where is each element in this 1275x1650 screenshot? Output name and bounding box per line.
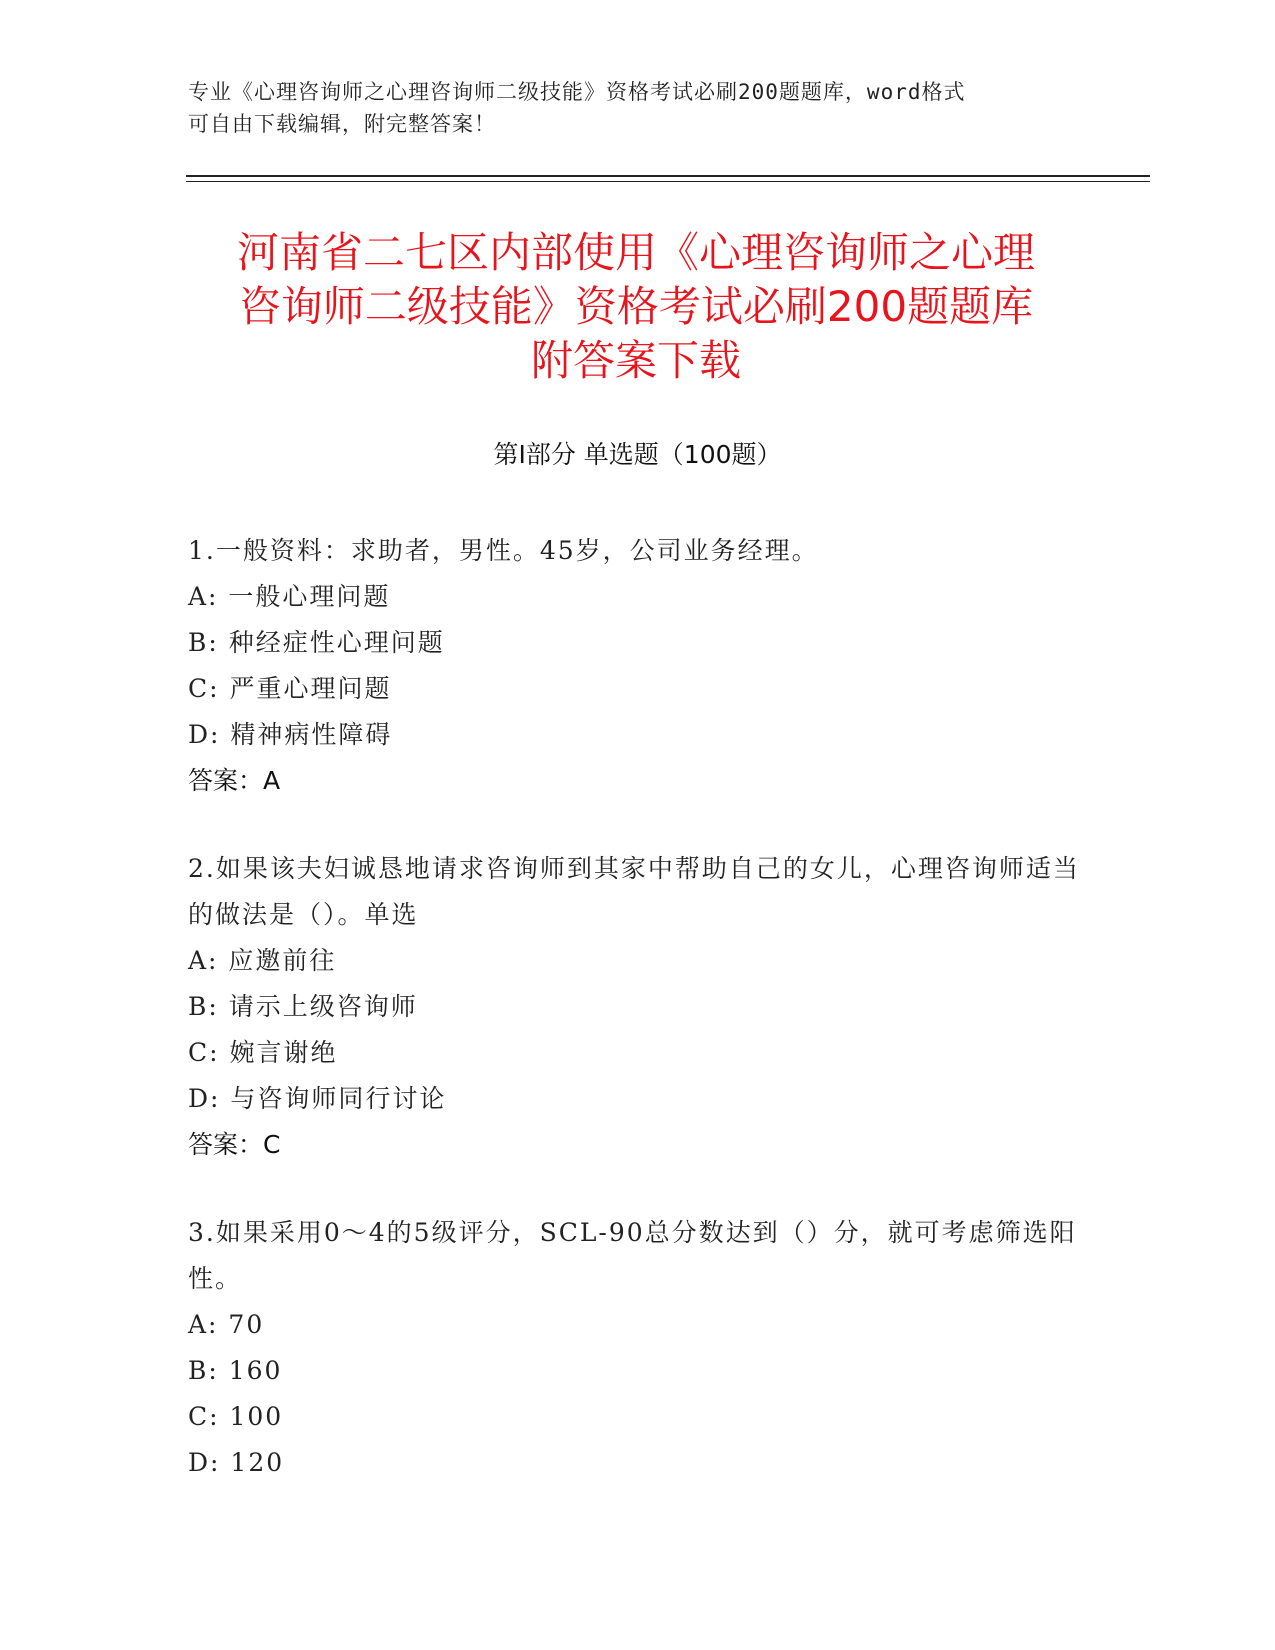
- question-answer: 答案：C: [188, 1130, 281, 1159]
- question-stem: 1.一般资料：求助者，男性。45岁，公司业务经理。: [188, 536, 819, 565]
- question-option-b: B: 请示上级咨询师: [188, 992, 418, 1021]
- header-note-line-2: 可自由下载编辑，附完整答案！: [188, 112, 496, 136]
- question-option-c: C: 100: [188, 1402, 284, 1431]
- question-item: [188, 528, 1088, 804]
- question-option-d: D: 与咨询师同行讨论: [188, 1084, 447, 1113]
- header-rule-thick: [186, 175, 1150, 177]
- header-note-line-1: 专业《心理咨询师之心理咨询师二级技能》资格考试必刷200题题库，word格式: [188, 80, 966, 104]
- header-note: [188, 76, 1068, 140]
- question-option-a: A: 一般心理问题: [188, 582, 391, 611]
- document-title-line-2: 咨询师二级技能》资格考试必刷200题题库: [238, 282, 1034, 331]
- question-option-c: C: 婉言谢绝: [188, 1038, 338, 1067]
- document-title-line-3: 附答案下载: [530, 336, 741, 385]
- question-option-c: C: 严重心理问题: [188, 674, 392, 703]
- document-title: [190, 226, 1082, 388]
- header-rule-thin: [186, 181, 1150, 182]
- document-title-line-1: 河南省二七区内部使用《心理咨询师之心理: [236, 228, 1035, 277]
- question-stem: 2.如果该夫妇诚恳地请求咨询师到其家中帮助自己的女儿，心理咨询师适当的做法是（）。单选: [188, 854, 1080, 929]
- question-list: [188, 528, 1088, 1528]
- question-item: [188, 846, 1088, 1168]
- question-option-b: B: 160: [188, 1356, 283, 1385]
- question-option-d: D: 120: [188, 1448, 285, 1477]
- question-answer: 答案：A: [188, 766, 281, 795]
- section-heading: 第Ⅰ部分 单选题（100题）: [493, 440, 782, 469]
- question-option-a: A: 应邀前往: [188, 946, 337, 975]
- question-option-d: D: 精神病性障碍: [188, 720, 393, 749]
- question-item: [188, 1210, 1088, 1486]
- question-stem: 3.如果采用0～4的5级评分，SCL-90总分数达到（）分，就可考虑筛选阳性。: [188, 1218, 1077, 1293]
- question-option-b: B: 种经症性心理问题: [188, 628, 445, 657]
- question-option-a: A: 70: [188, 1310, 265, 1339]
